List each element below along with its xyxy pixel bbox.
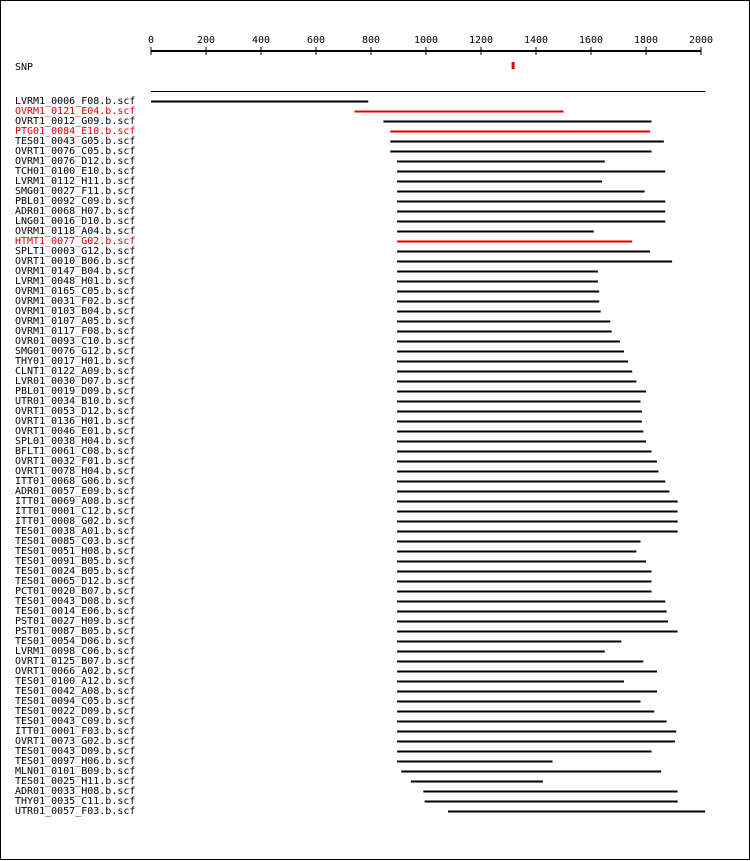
read-name[interactable]: PST01_0087_B05.b.scf xyxy=(15,626,136,637)
read-name[interactable]: BFLT1_0061_C08.b.scf xyxy=(15,446,136,457)
read-name[interactable]: OVRT1_0078_H04.b.scf xyxy=(15,466,136,477)
read-name[interactable]: TES01_0091_B05.b.scf xyxy=(15,556,136,567)
read-name[interactable]: TES01_0038_A01.b.scf xyxy=(15,526,136,537)
read-name[interactable]: TES01_0025_H11.b.scf xyxy=(15,776,136,787)
read-name[interactable]: PST01_0027_H09.b.scf xyxy=(15,616,136,627)
read-name[interactable]: OVRT1_0076_C05.b.scf xyxy=(15,146,136,157)
read-name[interactable]: OVRM1_0117_F08.b.scf xyxy=(15,326,136,337)
axis-tick-label: 2000 xyxy=(688,35,714,46)
read-name[interactable]: TES01_0042_A08.b.scf xyxy=(15,686,136,697)
read-name[interactable]: TES01_0054_D06.b.scf xyxy=(15,636,136,647)
read-name[interactable]: THY01_0035_C11.b.scf xyxy=(15,796,136,807)
read-name[interactable]: OVRM1_0147_B04.b.scf xyxy=(15,266,136,277)
read-name[interactable]: OVRM1_0107_A05.b.scf xyxy=(15,316,136,327)
axis-tick-label: 200 xyxy=(196,35,216,46)
read-name[interactable]: UTR01_0034_B10.b.scf xyxy=(15,396,136,407)
read-name[interactable]: ADR01_0068_H07.b.scf xyxy=(15,206,136,217)
alignment-view xyxy=(1,1,750,861)
read-name[interactable]: TES01_0085_C03.b.scf xyxy=(15,536,136,547)
read-name[interactable]: LVRM1_0098_C06.b.scf xyxy=(15,646,136,657)
read-name[interactable]: TES01_0043_C09.b.scf xyxy=(15,716,136,727)
read-name[interactable]: PCT01_0020_B07.b.scf xyxy=(15,586,136,597)
axis-tick-label: 800 xyxy=(361,35,381,46)
read-name[interactable]: MLN01_0101_B09.b.scf xyxy=(15,766,136,777)
read-name[interactable]: OVRT1_0073_G02.b.scf xyxy=(15,736,136,747)
read-name[interactable]: TES01_0014_E06.b.scf xyxy=(15,606,136,617)
axis-tick-label: 1200 xyxy=(468,35,494,46)
snp-marker xyxy=(512,62,515,69)
read-name[interactable]: SPL01_0038_H04.b.scf xyxy=(15,436,136,447)
read-name[interactable]: ITT01_0068_G06.b.scf xyxy=(15,476,136,487)
read-name[interactable]: TES01_0097_H06.b.scf xyxy=(15,756,136,767)
read-name[interactable]: OVRM1_0121_E04.b.scf xyxy=(15,106,136,117)
read-name[interactable]: OVRM1_0031_F02.b.scf xyxy=(15,296,136,307)
axis-tick-label: 0 xyxy=(147,35,155,46)
read-name[interactable]: ITT01_0069_A08.b.scf xyxy=(15,496,136,507)
read-name[interactable]: TES01_0043_D09.b.scf xyxy=(15,746,136,757)
read-name[interactable]: OVRM1_0103_B04.b.scf xyxy=(15,306,136,317)
read-name[interactable]: ITT01_0008_G02.b.scf xyxy=(15,516,136,527)
read-name[interactable]: LVRM1_0112_H11.b.scf xyxy=(15,176,136,187)
axis-tick-label: 400 xyxy=(251,35,271,46)
snp-row xyxy=(15,62,515,73)
read-name[interactable]: LNG01_0016_D10.b.scf xyxy=(15,216,136,227)
read-name[interactable]: ADR01_0033_H08.b.scf xyxy=(15,786,136,797)
axis-tick-label: 1800 xyxy=(633,35,659,46)
read-name[interactable]: LVR01_0030_D07.b.scf xyxy=(15,376,136,387)
snp-label: SNP xyxy=(15,62,34,73)
read-name[interactable]: OVRM1_0165_C05.b.scf xyxy=(15,286,136,297)
read-name[interactable]: TES01_0065_D12.b.scf xyxy=(15,576,136,587)
read-name[interactable]: OVRM1_0076_D12.b.scf xyxy=(15,156,136,167)
read-name[interactable]: OVRT1_0032_F01.b.scf xyxy=(15,456,136,467)
read-name[interactable]: TES01_0051_H08.b.scf xyxy=(15,546,136,557)
read-name[interactable]: PTG01_0084_E10.b.scf xyxy=(15,126,136,137)
read-name[interactable]: OVRT1_0125_B07.b.scf xyxy=(15,656,136,667)
axis-tick-label: 1000 xyxy=(413,35,439,46)
read-name[interactable]: HTMT1_0077_G02.b.scf xyxy=(15,236,136,247)
read-name[interactable]: CLNT1_0122_A09.b.scf xyxy=(15,366,136,377)
read-name[interactable]: OVRT1_0053_D12.b.scf xyxy=(15,406,136,417)
read-name[interactable]: SMG01_0076_G12.b.scf xyxy=(15,346,136,357)
read-name[interactable]: SMG01_0027_F11.b.scf xyxy=(15,186,136,197)
read-name[interactable]: OVRT1_0010_B06.b.scf xyxy=(15,256,136,267)
read-name[interactable]: ADR01_0057_E09.b.scf xyxy=(15,486,136,497)
read-name[interactable]: OVRM1_0118_A04.b.scf xyxy=(15,226,136,237)
read-name[interactable]: LVRM1_0048_H01.b.scf xyxy=(15,276,136,287)
axis-tick-label: 600 xyxy=(306,35,326,46)
read-name[interactable]: UTR01_0057_F03.b.scf xyxy=(15,806,136,817)
read-name[interactable]: OVRT1_0066_A02.b.scf xyxy=(15,666,136,677)
read-name[interactable]: TES01_0043_G05.b.scf xyxy=(15,136,136,147)
read-row xyxy=(15,806,705,817)
read-name[interactable]: LVRM1_0006_F08.b.scf xyxy=(15,96,136,107)
read-name[interactable]: THY01_0017_H01.b.scf xyxy=(15,356,136,367)
read-name[interactable]: OVR01_0093_C10.b.scf xyxy=(15,336,136,347)
read-name[interactable]: PBL01_0019_D09.b.scf xyxy=(15,386,136,397)
read-name[interactable]: ITT01_0001_C12.b.scf xyxy=(15,506,136,517)
read-list xyxy=(15,96,705,817)
read-name[interactable]: TCH01_0100_E10.b.scf xyxy=(15,166,136,177)
read-name[interactable]: OVRT1_0136_H01.b.scf xyxy=(15,416,136,427)
read-name[interactable]: PBL01_0092_C09.b.scf xyxy=(15,196,136,207)
read-name[interactable]: TES01_0094_C05.b.scf xyxy=(15,696,136,707)
read-name[interactable]: TES01_0043_D08.b.scf xyxy=(15,596,136,607)
read-name[interactable]: SPLT1_0003_G12.b.scf xyxy=(15,246,136,257)
read-name[interactable]: TES01_0022_D09.b.scf xyxy=(15,706,136,717)
read-name[interactable]: OVRT1_0012_G09.b.scf xyxy=(15,116,136,127)
read-name[interactable]: ITT01_0001_F03.b.scf xyxy=(15,726,136,737)
read-name[interactable]: TES01_0100_A12.b.scf xyxy=(15,676,136,687)
read-name[interactable]: TES01_0024_B05.b.scf xyxy=(15,566,136,577)
read-name[interactable]: OVRT1_0046_E01.b.scf xyxy=(15,426,136,437)
position-axis xyxy=(148,35,713,55)
axis-tick-label: 1400 xyxy=(523,35,549,46)
axis-tick-label: 1600 xyxy=(578,35,604,46)
